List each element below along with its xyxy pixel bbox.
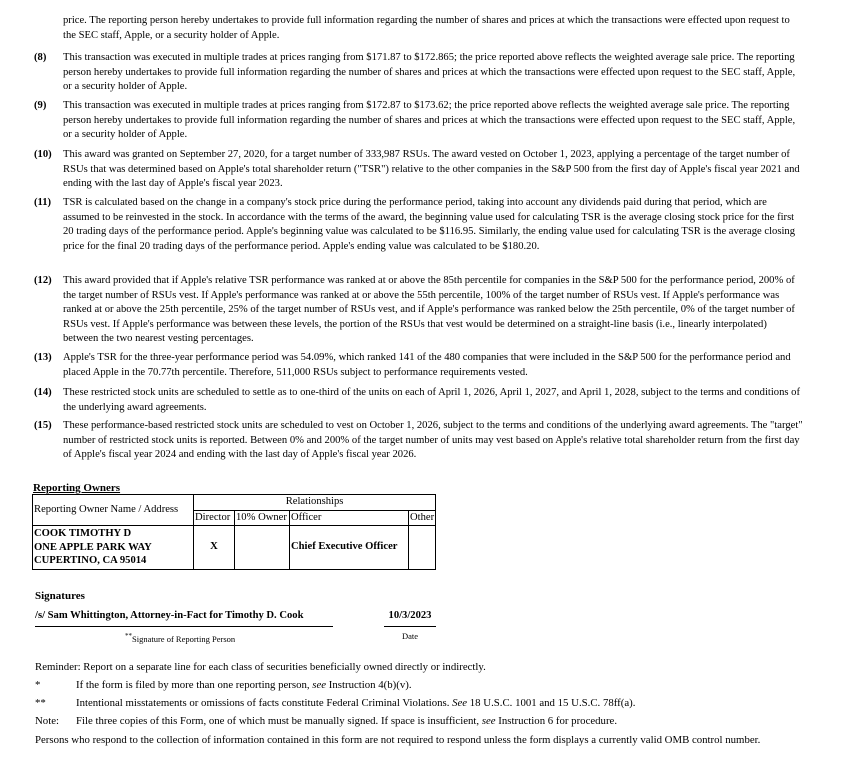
col-header-ten-pct-owner: 10% Owner (235, 510, 290, 526)
footnote-number: (11) (34, 197, 52, 208)
signature-caption: **Signature of Reporting Person (125, 632, 236, 644)
director-cell: X (194, 526, 235, 570)
officer-cell: Chief Executive Officer (290, 526, 409, 570)
footnote-10 (34, 148, 804, 192)
footnote-9 (34, 99, 804, 143)
footnote-15 (34, 419, 804, 463)
footnote-continuation: price. The reporting person hereby undertakes to provide full information regarding the number of shares and prices at which the transactions were effected upon request to the SEC staff, Apple, or a security holder of Apple. (63, 15, 790, 41)
footnote-13 (34, 351, 804, 380)
footnote-number: (9) (34, 100, 47, 111)
col-header-owner: Reporting Owner Name / Address (33, 495, 194, 526)
owner-street: ONE APPLE PARK WAY (34, 541, 152, 553)
signature-name: /s/ Sam Whittington, Attorney-in-Fact for Timothy D. Cook (35, 609, 333, 627)
footnote-8 (34, 51, 804, 95)
reporting-owners-table (32, 494, 436, 570)
col-header-director: Director (194, 510, 235, 526)
footnote-text: This transaction was executed in multiple trades at prices ranging from $172.87 to $173.62; the price reported above reflects the weighted average sale price. The reporting person hereby undertakes to provide full information regarding the number of shares and prices at which the transactions were effected upon request to the SEC staff, Apple, or a security holder of Apple. (63, 100, 796, 141)
col-header-other: Other (409, 510, 436, 526)
footnote-11 (34, 196, 804, 254)
footnote-14 (34, 386, 804, 415)
footnote-text: Apple's TSR for the three-year performance period was 54.09%, which ranked 141 of the 480 companies that were included in the S&P 500 for the performance period and placed Apple in the 70.77th percentile. Therefore, 511,000 RSUs subject to performance requirements vested. (63, 352, 791, 378)
asterisk-note-2: ** Intentional misstatements or omissions of facts constitute Federal Criminal Violations. See 18 U.S.C. 1001 and 15 U.S.C. 78ff(a). (35, 697, 636, 709)
footnote-text: TSR is calculated based on the change in a company's stock price during the performance period, taking into account any dividends paid during that period, which are assumed to be reinvested in the stock. In accordance with the terms of the award, the beginning value used for calculating TSR is the average closing stock price for the first 20 trading days of the performance period. Apple's beginning value was calculated to be $116.95. Similarly, the ending value used for calculating TSR is the average closing price for the final 20 trading days of the performance period. Apple's ending value was calculated to be $180.20. (63, 197, 795, 252)
signatures-title: Signatures (35, 590, 85, 602)
asterisk-mark: * (35, 679, 41, 691)
footnote-number: (14) (34, 387, 52, 398)
footnote-text: This award was granted on September 27, 2020, for a target number of 333,987 RSUs. The award vested on October 1, 2023, applying a percentage of the target number of RSUs that was determined based on Apple's total shareholder return ("TSR") relative to the other companies in the S&P 500 from the first day of Apple's fiscal year 2021 and ending with the last day of Apple's fiscal year 2023. (63, 149, 800, 190)
owner-city: CUPERTINO, CA 95014 (34, 555, 147, 567)
note-label: Note: (35, 715, 59, 727)
date-caption: Date (402, 631, 419, 641)
reporting-owners-title: Reporting Owners (33, 482, 121, 494)
signature-date: 10/3/2023 (384, 609, 436, 627)
asterisk-note-1: * If the form is filed by more than one reporting person, see Instruction 4(b)(v). (35, 679, 412, 691)
owner-name: COOK TIMOTHY D (34, 528, 132, 540)
footnote-number: (15) (34, 420, 52, 431)
footnote-number: (13) (34, 352, 52, 363)
footnote-text: These performance-based restricted stock units are scheduled to vest on October 1, 2026, subject to the terms and conditions of the underlying award agreements. The "target" number of restricted stock units is reported. Between 0% and 200% of the target number of units may vest based on Apple's relative total shareholder return from the first day of Apple's fiscal year 2024 and ending with the last day of Apple's fiscal year 2026. (63, 420, 803, 461)
footnote-text: These restricted stock units are scheduled to settle as to one-third of the units on each of April 1, 2026, April 1, 2027, and April 1, 2028, subject to the terms and conditions of the underlying award agreements. (63, 387, 800, 413)
reminder-text: Reminder: Report on a separate line for each class of securities beneficially owned directly or indirectly. (35, 661, 486, 673)
other-cell (409, 526, 436, 570)
asterisk-mark: ** (35, 697, 46, 709)
owner-name-address (33, 526, 194, 570)
footnote-number: (8) (34, 52, 47, 63)
footnote-text: This award provided that if Apple's relative TSR performance was ranked at or above the 85th percentile for companies in the S&P 500 for the performance period, 200% of the target number of RSUs vest. If Apple's performance was ranked at or above the 55th percentile, 100% of the target number of RSUs vest. If Apple's performance was ranked at or above the 25th percentile, 25% of the target number of RSUs vest, and if Apple's performance was ranked below the 25th percentile, 0% of the target number of RSUs vest. If Apple's performance was between these levels, the portion of the RSUs that vest would be determined on a straight-line basis (i.e., linearly interpolated) between the two nearest vesting percentages. (63, 275, 795, 345)
footnote-number: (10) (34, 149, 52, 160)
ten-pct-owner-cell (235, 526, 290, 570)
footnote-text: This transaction was executed in multiple trades at prices ranging from $171.87 to $172.865; the price reported above reflects the weighted average sale price. The reporting person hereby undertakes to provide full information regarding the number of shares and prices at which the transactions were effected upon request to the SEC staff, Apple, or a security holder of Apple. (63, 52, 796, 93)
note-line: Note: File three copies of this Form, one of which must be manually signed. If space is insufficient, see Instruction 6 for procedure. (35, 715, 618, 727)
col-header-officer: Officer (290, 510, 409, 526)
relationships-header: Relationships (194, 495, 436, 511)
omb-notice: Persons who respond to the collection of information contained in this form are not required to respond unless the form displays a currently valid OMB control number. (35, 734, 761, 746)
footnote-12 (34, 274, 804, 347)
footnote-number: (12) (34, 275, 52, 286)
